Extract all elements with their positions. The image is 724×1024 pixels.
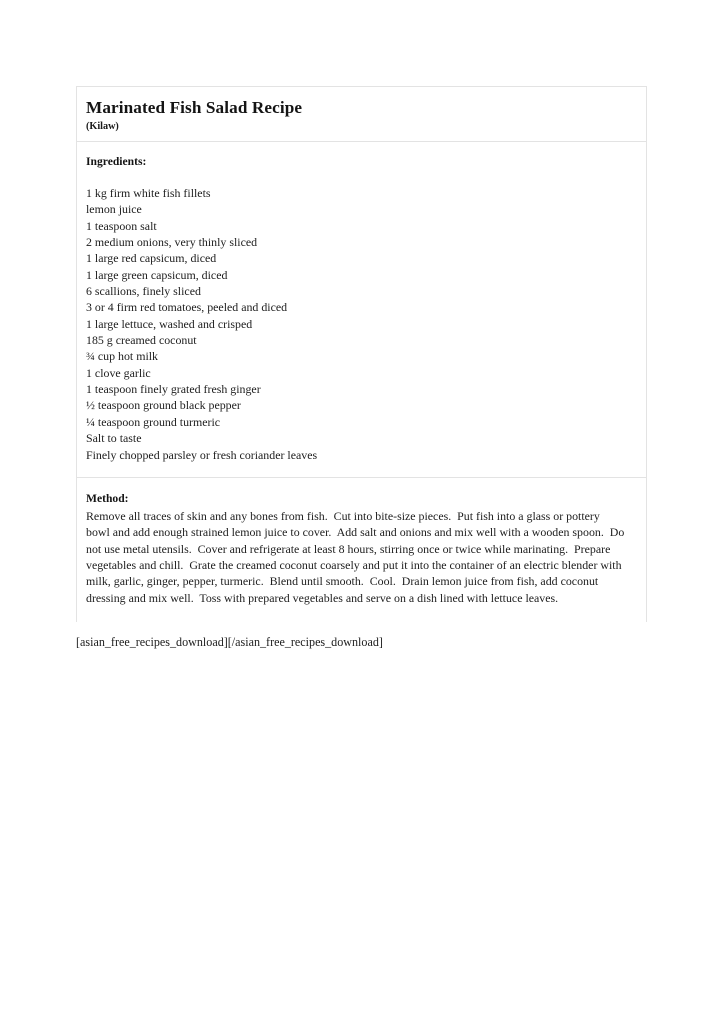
- list-item: 3 or 4 firm red tomatoes, peeled and diced: [86, 300, 288, 315]
- list-item: 1 large green capsicum, diced: [86, 267, 228, 282]
- shortcode-text: [asian_free_recipes_download][/asian_free_recipes_download]: [76, 635, 383, 649]
- list-item: 1 kg firm white fish fillets: [86, 186, 211, 200]
- method-body: Remove all traces of skin and any bones from fish. Cut into bite-size pieces. Put fish into a glass or pottery bowl and add enough strained lemon juice to cover. Add salt and onions and mix well with a wooden spoon. Do not use metal utensils. Cover and refrigerate at least 8 hours, stirring once or twice while marinating. Prepare vegetables and chill. Grate the creamed coconut coarsely and put it into the container of an electric blender with milk, garlic, ginger, pepper, turmeric. Blend until smooth. Cool. Drain lemon juice from fish, add coconut dressing and mix well. Toss with prepared vegetables and serve on a dish lined with lettuce leaves.: [86, 508, 628, 605]
- list-item: 1 teaspoon salt: [86, 218, 157, 233]
- recipe-card: [76, 86, 647, 622]
- method-section: [77, 478, 646, 622]
- list-item: 6 scallions, finely sliced: [86, 284, 201, 299]
- ingredients-section: [77, 142, 646, 478]
- list-item: 2 medium onions, very thinly sliced: [86, 235, 258, 250]
- list-item: ¾ cup hot milk: [86, 349, 158, 364]
- list-item: 1 large red capsicum, diced: [86, 251, 217, 266]
- list-item: 185 g creamed coconut: [86, 333, 197, 348]
- list-item: 1 large lettuce, washed and crisped: [86, 316, 253, 331]
- list-item: 1 teaspoon finely grated fresh ginger: [86, 382, 261, 397]
- list-item: ½ teaspoon ground black pepper: [86, 398, 241, 413]
- method-heading: Method:: [86, 491, 129, 505]
- ingredient-list: [86, 185, 646, 463]
- list-item: 1 clove garlic: [86, 365, 151, 380]
- list-item: Salt to taste: [86, 431, 142, 446]
- list-item: Finely chopped parsley or fresh coriander leaves: [86, 447, 318, 462]
- ingredients-heading: Ingredients:: [86, 155, 147, 168]
- recipe-subtitle: (Kilaw): [86, 121, 119, 132]
- page-title: Marinated Fish Salad Recipe: [86, 98, 303, 117]
- list-item: ¼ teaspoon ground turmeric: [86, 414, 221, 429]
- recipe-header: [77, 87, 646, 142]
- list-item: lemon juice: [86, 202, 142, 217]
